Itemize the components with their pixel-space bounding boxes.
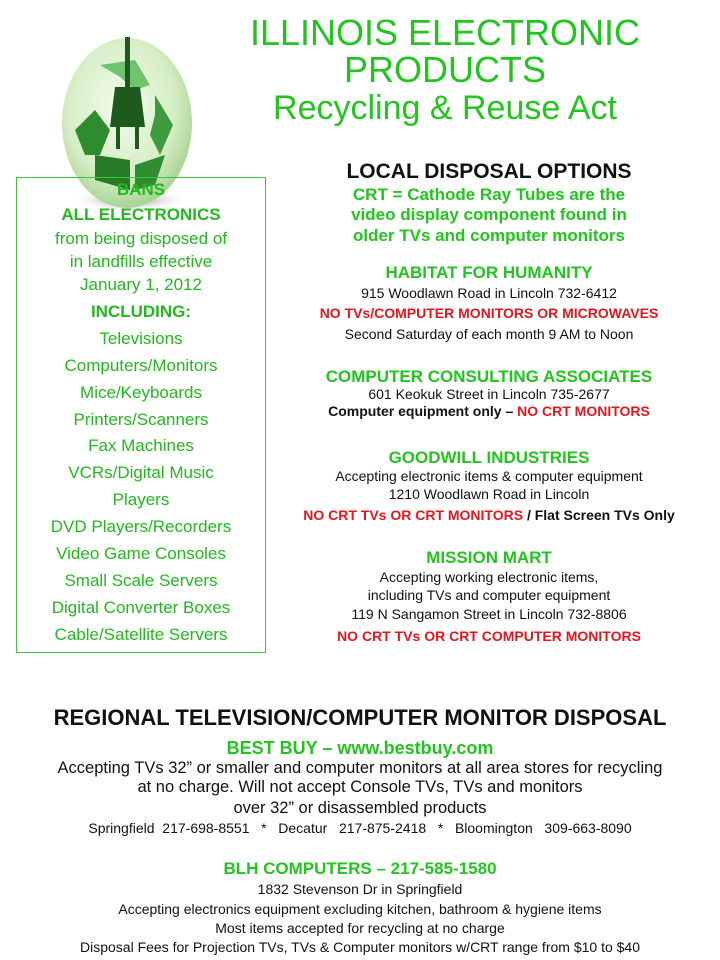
banned-item: Small Scale Servers [64,571,218,590]
crt-note: CRT = Cathode Ray Tubes are the [352,185,626,204]
title-line-2: PRODUCTS [343,49,547,90]
bans-line: January 1, 2012 [80,275,202,294]
local-heading: LOCAL DISPOSAL OPTIONS [346,160,632,183]
cca-address: 601 Keokuk Street in Lincoln 735-2677 [368,386,610,402]
goodwill-restriction: NO CRT TVs OR CRT MONITORS [303,507,524,523]
goodwill-line: Accepting electronic items & computer equipment [335,468,643,484]
bestbuy-name: BEST BUY – www.bestbuy.com [226,738,494,758]
mission-name: MISSION MART [426,548,552,567]
banned-item: Televisions [99,329,183,348]
title-line-1: ILLINOIS ELECTRONIC [249,12,641,53]
banned-item: Players [112,490,170,509]
goodwill-restriction-line [303,507,675,524]
habitat-hours: Second Saturday of each month 9 AM to Noon [344,326,634,342]
banned-item: DVD Players/Recorders [50,517,232,536]
bans-line: BANS [116,180,166,199]
cca-note-text: Computer equipment only – [328,403,518,419]
bans-line: in landfills effective [69,252,213,271]
cca-name: COMPUTER CONSULTING ASSOCIATES [325,367,653,386]
regional-heading: REGIONAL TELEVISION/COMPUTER MONITOR DISPOSAL [53,705,667,730]
mission-line: Accepting working electronic items, [379,569,599,585]
banned-item: Fax Machines [88,436,194,455]
crt-note: video display component found in [351,205,627,224]
banned-item: Computers/Monitors [64,356,218,375]
banned-item: Video Game Consoles [56,544,226,563]
bestbuy-line: over 32” or disassembled products [233,799,487,817]
banned-item: Mice/Keyboards [80,383,202,402]
habitat-restriction: NO TVs/COMPUTER MONITORS OR MICROWAVES [319,305,659,321]
bestbuy-line: at no charge. Will not accept Console TVs, TVs and monitors [137,778,583,796]
bans-line: from being disposed of [55,229,227,248]
banned-item: Cable/Satellite Servers [54,625,228,644]
crt-note: older TVs and computer monitors [352,226,626,245]
habitat-address: 915 Woodlawn Road in Lincoln 732-6412 [361,285,617,301]
banned-item: Printers/Scanners [73,410,209,429]
bestbuy-phones: Springfield 217-698-8551 * Decatur 217-875-2418 * Bloomington 309-663-8090 [88,820,632,836]
bans-line: INCLUDING: [90,302,192,321]
habitat-name: HABITAT FOR HUMANITY [385,263,593,282]
blh-line: Accepting electronics equipment excluding kitchen, bathroom & hygiene items [118,901,602,917]
cca-note [328,403,650,420]
title-line-3: Recycling & Reuse Act [273,89,617,127]
goodwill-address: 1210 Woodlawn Road in Lincoln [388,486,590,502]
bans-line: ALL ELECTRONICS [61,205,221,224]
blh-name: BLH COMPUTERS – 217-585-1580 [223,859,497,878]
goodwill-name: GOODWILL INDUSTRIES [388,448,590,467]
bestbuy-line: Accepting TVs 32” or smaller and computer monitors at all area stores for recycling [57,759,663,777]
goodwill-note: / Flat Screen TVs Only [523,507,675,523]
mission-restriction: NO CRT TVs OR CRT COMPUTER MONITORS [337,628,641,644]
blh-line: Disposal Fees for Projection TVs, TVs & Computer monitors w/CRT range from $10 to $40 [80,939,640,955]
mission-line: including TVs and computer equipment [367,587,611,603]
cca-restriction: NO CRT MONITORS [517,403,650,419]
mission-address: 119 N Sangamon Street in Lincoln 732-8806 [351,606,627,622]
banned-item: VCRs/Digital Music [68,463,214,482]
blh-line: Most items accepted for recycling at no charge [215,920,505,936]
banned-item: Digital Converter Boxes [51,598,231,617]
blh-line: 1832 Stevenson Dr in Springfield [257,881,463,897]
